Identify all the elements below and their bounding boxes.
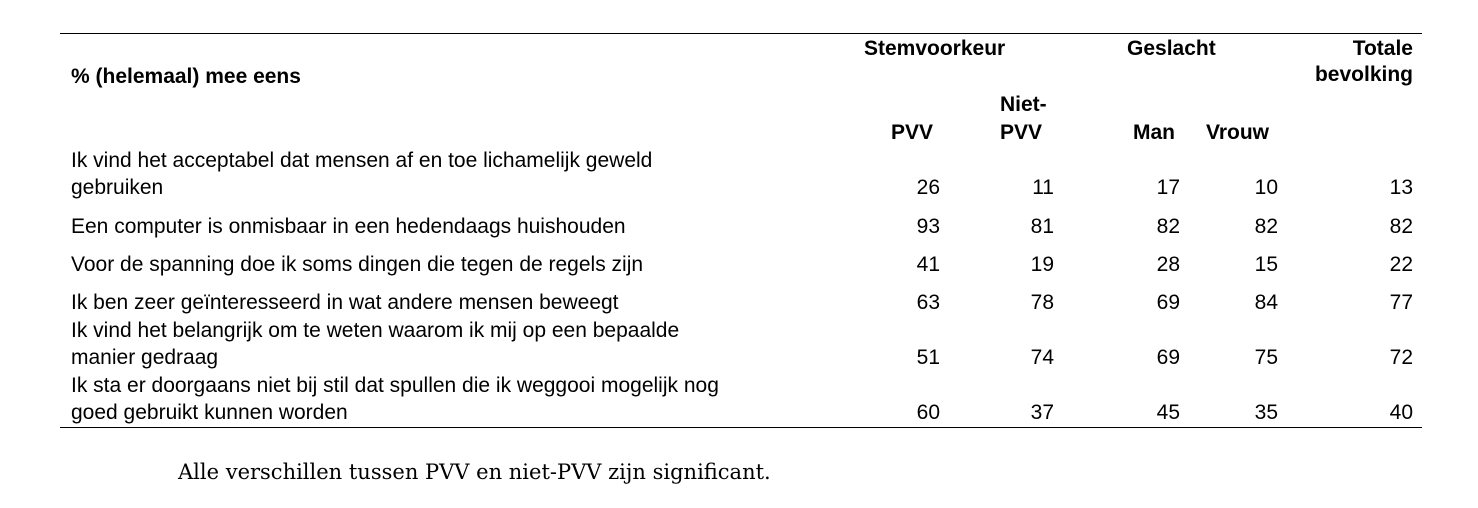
data-table [60, 33, 1422, 428]
cell-pvv: 51 [916, 346, 940, 369]
cell-vrouw: 15 [1254, 253, 1278, 276]
cell-niet-pvv: 74 [1030, 346, 1054, 369]
cell-man: 82 [1156, 215, 1180, 238]
row-label-line: gebruiken [71, 176, 164, 199]
row-label-line: goed gebruikt kunnen worden [71, 401, 348, 424]
cell-man: 69 [1156, 346, 1180, 369]
cell-vrouw: 35 [1254, 401, 1278, 424]
cell-pvv: 60 [916, 401, 940, 424]
row-label-line: manier gedraag [71, 346, 219, 369]
row-label-line: Ik vind het belangrijk om te weten waarom ik mij op een bepaalde [71, 319, 680, 342]
cell-vrouw: 82 [1254, 215, 1278, 238]
header-group-geslacht: Geslacht [1127, 37, 1216, 60]
header-group-stemvoorkeur: Stemvoorkeur [864, 37, 1006, 60]
header-col-man: Man [1133, 121, 1175, 144]
cell-man: 45 [1156, 401, 1180, 424]
table-footnote: Alle verschillen tussen PVV en niet-PVV zijn significant. [178, 460, 771, 484]
header-col-pvv: PVV [891, 121, 934, 144]
cell-pvv: 63 [916, 291, 940, 314]
cell-totaal: 77 [1389, 291, 1413, 314]
cell-totaal: 40 [1389, 401, 1413, 424]
cell-niet-pvv: 37 [1030, 401, 1054, 424]
cell-pvv: 41 [916, 253, 940, 276]
row-label-line: Ik ben zeer geïnteresseerd in wat andere mensen beweegt [71, 291, 619, 314]
cell-totaal: 22 [1389, 253, 1413, 276]
cell-totaal: 82 [1389, 215, 1413, 238]
cell-vrouw: 84 [1254, 291, 1278, 314]
cell-pvv: 93 [916, 215, 940, 238]
header-totale-line2: bevolking [1314, 63, 1413, 86]
cell-niet-pvv: 78 [1030, 291, 1054, 314]
header-col-vrouw: Vrouw [1206, 121, 1270, 144]
cell-totaal: 72 [1389, 346, 1413, 369]
cell-vrouw: 75 [1254, 346, 1278, 369]
row-label-line: Een computer is onmisbaar in een hedendaags huishouden [71, 215, 626, 238]
cell-niet-pvv: 11 [1032, 176, 1054, 199]
cell-man: 17 [1156, 176, 1180, 199]
row-label-line: Ik sta er doorgaans niet bij stil dat spullen die ik weggooi mogelijk nog [71, 374, 719, 397]
cell-man: 69 [1156, 291, 1180, 314]
row-label-line: Voor de spanning doe ik soms dingen die tegen de regels zijn [71, 253, 644, 276]
row-label-line: Ik vind het acceptabel dat mensen af en toe lichamelijk geweld [71, 149, 653, 172]
header-col-niet-pvv-line1: Niet- [1000, 93, 1047, 116]
cell-man: 28 [1156, 253, 1180, 276]
cell-niet-pvv: 81 [1030, 215, 1054, 238]
header-col-niet-pvv-line2: PVV [1000, 121, 1043, 144]
cell-pvv: 26 [916, 176, 940, 199]
header-row-label: % (helemaal) mee eens [71, 65, 301, 88]
header-totale-line1: Totale [1352, 37, 1413, 60]
cell-vrouw: 10 [1254, 176, 1278, 199]
cell-totaal: 13 [1389, 176, 1413, 199]
cell-niet-pvv: 19 [1030, 253, 1054, 276]
